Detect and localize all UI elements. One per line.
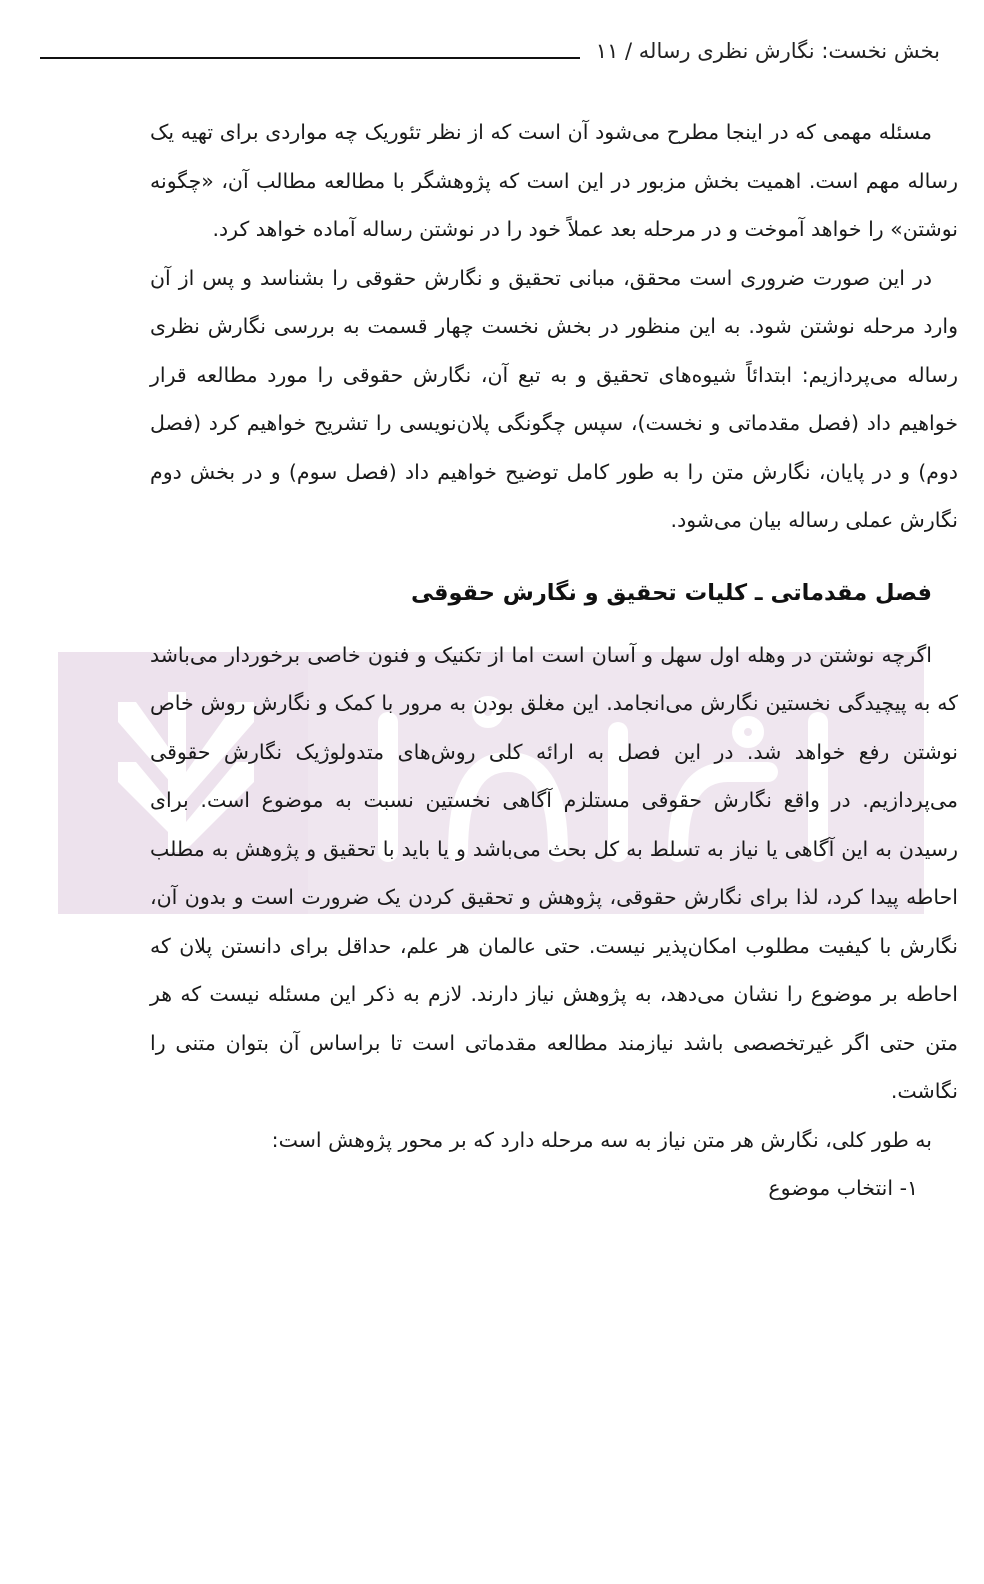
list-item: ۱- انتخاب موضوع <box>768 1176 918 1200</box>
section-paragraph: به طور کلی، نگارش هر متن نیاز به سه مرحله دارد که بر محور پژوهش است: <box>271 1127 932 1152</box>
intro-paragraph: مسئله مهمی که در اینجا مطرح می‌شود آن است که از نظر تئوریک چه مواردی برای تهیه یک رساله مهم است. اهمیت بخش مزبور در این است که پژوهشگر با مطالعه مطالب آن، «چگونه نوشتن» را خواهد آموخت و در مرحله بعد عملاً خود را در نوشتن رساله آماده خواهد کرد. <box>150 120 958 241</box>
running-header <box>40 34 940 68</box>
header-rule-line <box>40 57 580 59</box>
running-header-title: بخش نخست: نگارش نظری رساله / ۱۱ <box>595 39 940 63</box>
intro-paragraph: در این صورت ضروری است محقق، مبانی تحقیق و نگارش حقوقی را بشناسد و پس از آن وارد مرحله نوشتن شود. به این منظور در بخش نخست چهار قسمت به بررسی نگارش نظری رساله می‌پردازیم: ابتدائاً شیوه‌های تحقیق و به تبع آن، نگارش حقوقی را مورد مطالعه قرار خواهیم داد (فصل مقدماتی و نخست)، سپس چگونگی پلان‌نویسی را تشریح خواهیم کرد (فصل دوم) و در پایان، نگارش متن را به طور کامل توضیح خواهیم داد (فصل سوم) و در بخش دوم نگارش عملی رساله بیان می‌شود. <box>150 265 958 532</box>
page-body <box>150 108 958 1213</box>
section-paragraph: اگرچه نوشتن در وهله اول سهل و آسان است اما از تکنیک و فنون خاصی برخوردار می‌باشد که به پیچیدگی نخستین نگارش می‌انجامد. این مغلق بودن به مرور با کمک و نگارش روش خاص نوشتن رفع خواهد شد. در این فصل به ارائه کلی روش‌های متدولوژیک نگارش حقوقی می‌پردازیم. در واقع نگارش حقوقی مستلزم آگاهی نخستین نسبت به موضوع است. برای رسیدن به این آگاهی یا نیاز به تسلط به کل بحث می‌باشد و یا باید با تحقیق و پژوهش به مطلب احاطه پیدا کرد، لذا برای نگارش حقوقی، پژوهش و تحقیق کردن یک ضرورت است و بدون آن، نگارش با کیفیت مطلوب امکان‌پذیر نیست. حتی عالمان هر علم، حداقل برای دانستن پلان که احاطه بر موضوع را نشان می‌دهد، به پژوهش نیاز دارند. لازم به ذکر این مسئله نیست که هر متن حتی اگر غیرتخصصی باشد نیازمند مطالعه مقدماتی است تا براساس آن بتوان متنی را نگاشت. <box>150 642 958 1103</box>
section-heading: فصل مقدماتی ـ کلیات تحقیق و نگارش حقوقی <box>410 579 932 606</box>
